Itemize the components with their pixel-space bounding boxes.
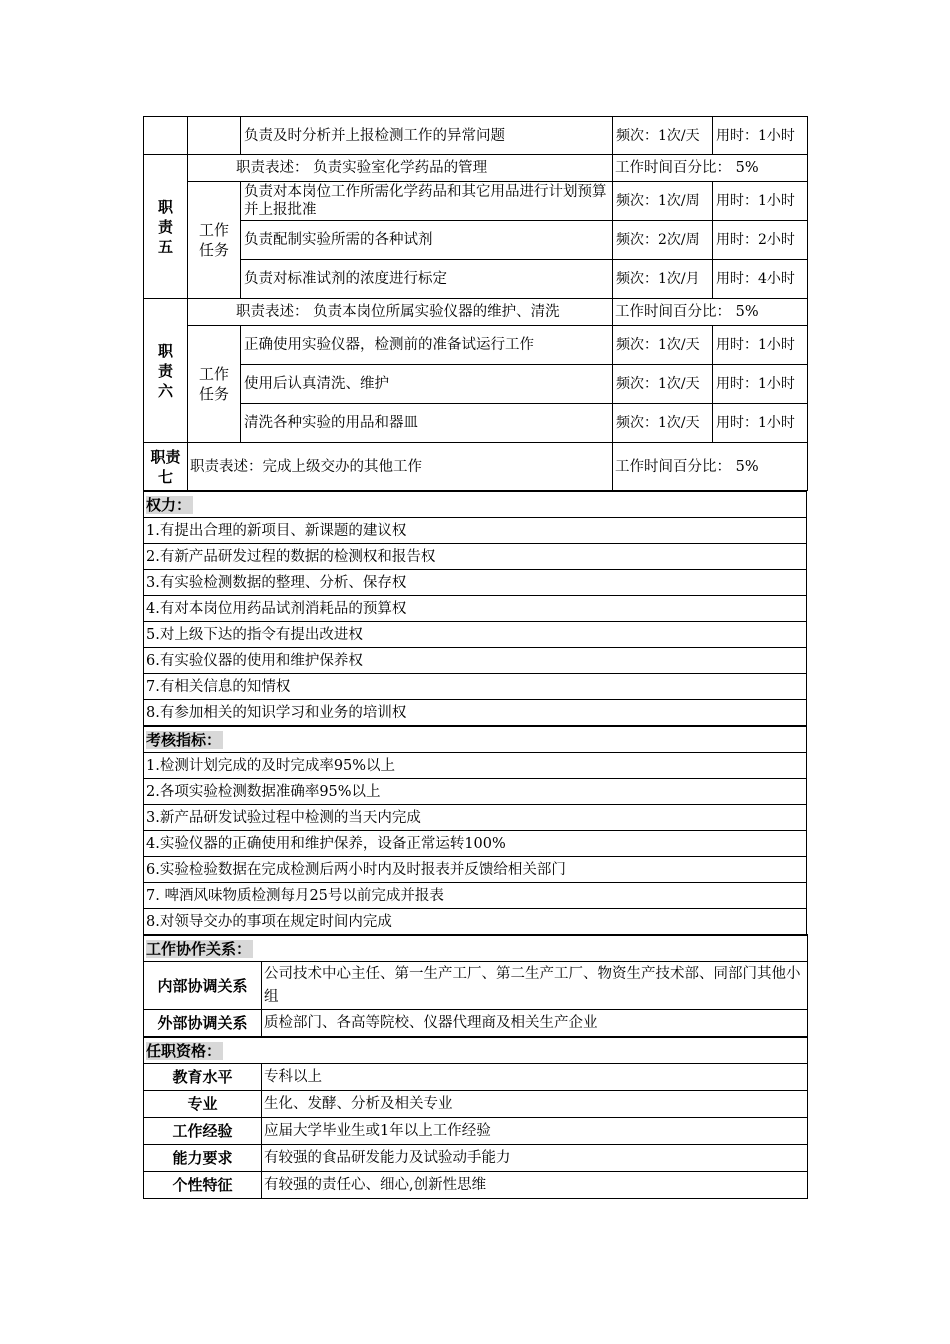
external-relations-label: 外部协调关系: [144, 1010, 262, 1037]
kpi-item: 8.对领导交办的事项在规定时间内完成: [144, 909, 807, 935]
qualification-value: 有较强的食品研发能力及试验动手能力: [262, 1145, 808, 1172]
relations-table: [143, 934, 808, 1037]
internal-relations-label: 内部协调关系: [144, 962, 262, 1010]
kpi-header-row: [144, 726, 807, 753]
kpi-table: [143, 725, 807, 935]
duty4-label-cell: [144, 117, 188, 155]
authority-table: [143, 490, 807, 726]
duty4-task-row: [144, 117, 808, 155]
qualification-value: 生化、发酵、分析及相关专业: [262, 1091, 808, 1118]
task-frequency: 频次：1次/月: [613, 260, 713, 299]
authority-item: 6.有实验仪器的使用和维护保养权: [144, 648, 807, 674]
authority-item: 5.对上级下达的指令有提出改进权: [144, 622, 807, 648]
qualification-label: 教育水平: [144, 1064, 262, 1091]
duty7-statement: 职责表述：完成上级交办的其他工作: [188, 443, 613, 491]
external-relations-value: 质检部门、各高等院校、仪器代理商及相关生产企业: [262, 1010, 808, 1037]
task-frequency: 频次：2次/周: [613, 221, 713, 260]
qualification-label: 专业: [144, 1091, 262, 1118]
qualification-value: 专科以上: [262, 1064, 808, 1091]
duty5-percent: 工作时间百分比： 5%: [613, 155, 808, 182]
qualification-table: [143, 1036, 808, 1199]
duties-table: [143, 116, 808, 491]
authority-item: 3.有实验检测数据的整理、分析、保存权: [144, 570, 807, 596]
list-item: [144, 909, 807, 935]
kpi-title: 考核指标：: [144, 726, 807, 753]
kpi-item: 3.新产品研发试验过程中检测的当天内完成: [144, 805, 807, 831]
task-duration: 用时：1小时: [713, 182, 808, 221]
kpi-item: 7. 啤酒风味物质检测每月25号以前完成并报表: [144, 883, 807, 909]
job-description-document: [143, 116, 807, 1199]
authority-header-row: [144, 491, 807, 518]
list-item: [144, 544, 807, 570]
external-relations-row: [144, 1010, 808, 1037]
task-text: 使用后认真清洗、维护: [241, 365, 613, 404]
kpi-item: 4.实验仪器的正确使用和维护保养，设备正常运转100%: [144, 831, 807, 857]
list-item: [144, 883, 807, 909]
duty4-task-label-cell: [188, 117, 241, 155]
duty5-statement: 职责表述： 负责实验室化学药品的管理: [188, 155, 613, 182]
duty6-task-row: [144, 326, 808, 365]
duty7-row: [144, 443, 808, 491]
task-duration: 用时：2小时: [713, 221, 808, 260]
authority-item: 4.有对本岗位用药品试剂消耗品的预算权: [144, 596, 807, 622]
duty6-statement: 职责表述： 负责本岗位所属实验仪器的维护、清洗: [188, 299, 613, 326]
duty6-task-label: 工作任务: [188, 326, 241, 443]
duty7-label: 职责七: [144, 443, 188, 491]
task-text: 清洗各种实验的用品和器皿: [241, 404, 613, 443]
qualification-value: 有较强的责任心、细心,创新性思维: [262, 1172, 808, 1199]
qualification-label: 个性特征: [144, 1172, 262, 1199]
duty5-statement-row: [144, 155, 808, 182]
duty5-label: 职责五: [144, 155, 188, 299]
task-text: 负责对本岗位工作所需化学药品和其它用品进行计划预算并上报批准: [241, 182, 613, 221]
task-frequency: 频次：1次/天: [613, 117, 713, 155]
internal-relations-value: 公司技术中心主任、第一生产工厂、第二生产工厂、物资生产技术部、同部门其他小组: [262, 962, 808, 1010]
authority-item: 8.有参加相关的知识学习和业务的培训权: [144, 700, 807, 726]
duty6-task-row: [144, 365, 808, 404]
authority-item: 1.有提出合理的新项目、新课题的建议权: [144, 518, 807, 544]
duty5-task-label: 工作任务: [188, 182, 241, 299]
task-duration: 用时：1小时: [713, 326, 808, 365]
list-item: [144, 857, 807, 883]
kpi-item: 1.检测计划完成的及时完成率95%以上: [144, 753, 807, 779]
list-item: [144, 700, 807, 726]
kpi-item: 2.各项实验检测数据准确率95%以上: [144, 779, 807, 805]
task-frequency: 频次：1次/周: [613, 182, 713, 221]
task-duration: 用时：1小时: [713, 117, 808, 155]
authority-title: 权力：: [144, 491, 807, 518]
duty7-percent: 工作时间百分比： 5%: [613, 443, 808, 491]
task-duration: 用时：1小时: [713, 365, 808, 404]
qualification-row: [144, 1145, 808, 1172]
task-duration: 用时：1小时: [713, 404, 808, 443]
internal-relations-row: [144, 962, 808, 1010]
duty5-task-row: [144, 260, 808, 299]
task-text: 负责及时分析并上报检测工作的异常问题: [241, 117, 613, 155]
task-text: 负责对标准试剂的浓度进行标定: [241, 260, 613, 299]
duty6-label: 职责六: [144, 299, 188, 443]
qualification-row: [144, 1118, 808, 1145]
list-item: [144, 622, 807, 648]
qualification-row: [144, 1091, 808, 1118]
qualification-row: [144, 1172, 808, 1199]
task-duration: 用时：4小时: [713, 260, 808, 299]
task-text: 正确使用实验仪器，检测前的准备试运行工作: [241, 326, 613, 365]
qualification-row: [144, 1064, 808, 1091]
relations-header-row: [144, 935, 808, 962]
duty6-task-row: [144, 404, 808, 443]
list-item: [144, 674, 807, 700]
qualification-header-row: [144, 1037, 808, 1064]
duty5-task-row: [144, 182, 808, 221]
duty5-task-row: [144, 221, 808, 260]
qualification-label: 能力要求: [144, 1145, 262, 1172]
relations-title: 工作协作关系：: [144, 935, 808, 962]
task-text: 负责配制实验所需的各种试剂: [241, 221, 613, 260]
list-item: [144, 570, 807, 596]
kpi-item: 6.实验检验数据在完成检测后两小时内及时报表并反馈给相关部门: [144, 857, 807, 883]
qualification-value: 应届大学毕业生或1年以上工作经验: [262, 1118, 808, 1145]
duty6-statement-row: [144, 299, 808, 326]
list-item: [144, 753, 807, 779]
authority-item: 7.有相关信息的知情权: [144, 674, 807, 700]
authority-item: 2.有新产品研发过程的数据的检测权和报告权: [144, 544, 807, 570]
task-frequency: 频次：1次/天: [613, 365, 713, 404]
task-frequency: 频次：1次/天: [613, 404, 713, 443]
qualification-label: 工作经验: [144, 1118, 262, 1145]
list-item: [144, 596, 807, 622]
list-item: [144, 648, 807, 674]
list-item: [144, 779, 807, 805]
task-frequency: 频次：1次/天: [613, 326, 713, 365]
list-item: [144, 518, 807, 544]
qualification-title: 任职资格：: [144, 1037, 808, 1064]
duty6-percent: 工作时间百分比： 5%: [613, 299, 808, 326]
list-item: [144, 805, 807, 831]
list-item: [144, 831, 807, 857]
